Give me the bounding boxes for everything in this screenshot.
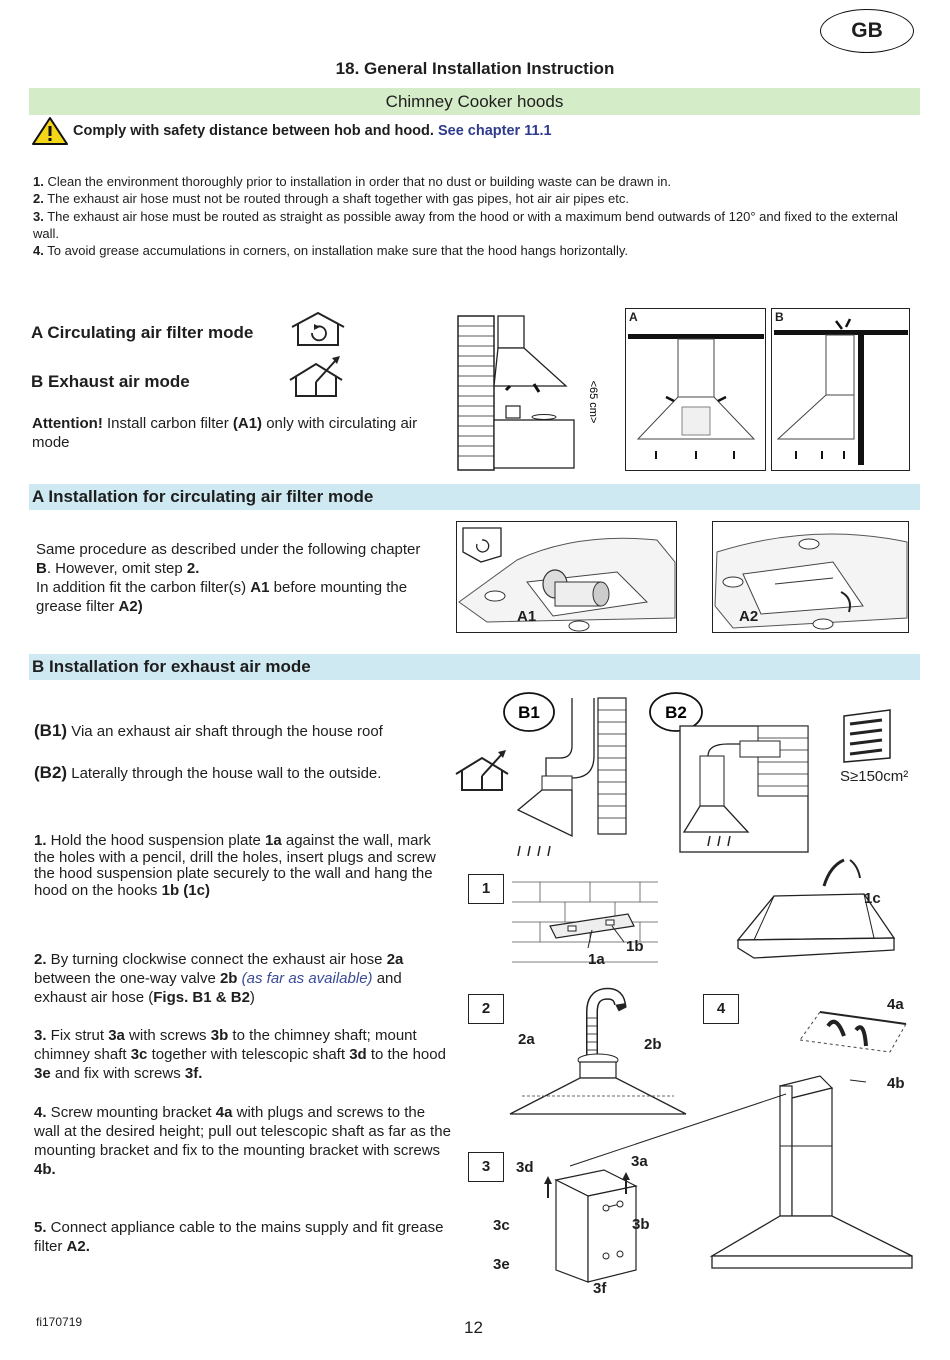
step-text-segment: 1a [265,832,282,849]
step-1-text [34,833,450,899]
step-text-segment: 1b (1c) [161,881,210,899]
step-text-segment: 2a [386,951,404,968]
step-text-segment: 3f. [184,1065,203,1082]
general-step-item [33,190,913,207]
step-text-segment: ) [249,989,255,1006]
page-title: 18. General Installation Instruction [335,59,615,78]
step-text-segment: Figs. B1 & B2 [153,989,250,1006]
vent-area-label: S≥150cm² [840,768,909,785]
section-b-heading: B Installation for exhaust air mode [29,654,920,680]
safety-warning [73,123,552,139]
general-step-text: Clean the environment thoroughly prior to installation in order that no dust or building waste can be drawn in. [43,174,672,189]
step-text-segment: 3a [108,1027,125,1044]
step-text-segment: Hold the hood suspension plate [46,832,266,849]
step-text-segment: to the hood [366,1046,446,1063]
step-text-segment: to the chimney shaft; mount chimney shaft [34,1027,417,1063]
document-code: fi170719 [36,1315,83,1329]
warning-text: Comply with safety distance between hob and hood. [73,123,434,139]
step-4-text [34,1103,454,1179]
general-step-item [33,208,913,243]
figure-1c-hood-hang [734,856,910,978]
step-text-segment: 1. [34,832,47,849]
step-text-segment: 4b. [34,1161,56,1178]
page-number: 12 [464,1318,483,1337]
step-text-segment: By turning clockwise connect the exhaust air hose [46,951,387,968]
step-5-text [34,1218,454,1256]
step-text-segment: 2. [34,951,47,968]
step-text-segment: Connect appliance cable to the mains supply and fit grease filter [34,1219,444,1255]
dimension-label: <65 cm> [587,380,599,424]
step-text-segment: 5. [34,1219,47,1236]
step-text-segment: (as far as available) [241,970,373,987]
warning-icon [31,116,69,146]
subtitle-band: Chimney Cooker hoods [29,88,920,115]
general-step-item [33,173,913,190]
step-figure-2-number: 2 [468,994,504,1024]
step-text-segment: 4. [34,1104,47,1121]
mode-a-label: A Circulating air filter mode [31,323,254,342]
general-step-text: To avoid grease accumulations in corners, on installation make sure that the hood hangs horizontally. [43,243,628,259]
exhaust-mode-icon [288,354,346,398]
section-a-text: Same procedure as described under the following chapter B. However, omit step 2. In addition fit the carbon filter(s) A1 before mounting the grease filter A2) [36,541,421,615]
figure-b1-roof-shaft [502,686,634,862]
step-text-segment: together with telescopic shaft [147,1046,350,1063]
figure-carbon-filter: A1 [456,521,677,633]
wall-vent-icon [842,708,892,764]
country-badge: GB [820,9,914,53]
step-text-segment: with screws [124,1027,211,1044]
step-text-segment: Screw mounting bracket [46,1104,216,1121]
figure-4-mounting-bracket [560,1006,920,1278]
kitchen-hood-figure [456,314,616,472]
b2-description: (B2) Laterally through the house wall to the outside. [34,763,382,782]
step-text-segment: 3b [210,1027,229,1044]
step-3-text [34,1026,454,1083]
step-text-segment: 4a [215,1104,233,1121]
step-text-segment: 3. [34,1027,47,1044]
general-step-text: The exhaust air hose must not be routed through a shaft together with gas pipes, hot air air pipes etc. [43,191,629,207]
step-text-segment: Fix strut [46,1027,109,1044]
figure-a-circulating: A [625,308,766,471]
general-step-item [33,242,913,259]
svg-text:B2: B2 [665,703,687,722]
step-text-segment: with plugs and screws to the wall at the desired height; pull out telescopic shaft as far as the mounting bracket and fix to the mounting bracket with screws [34,1104,451,1159]
step-text-segment: and exhaust air hose ( [34,970,402,1006]
attention-note: Attention! Install carbon filter (A1) only with circulating air mode [32,415,418,451]
figure-b-exhaust: B [771,308,910,471]
b1-description: (B1) Via an exhaust air shaft through the house roof [34,721,383,740]
general-step-number: 4. [33,243,44,259]
circulating-mode-icon [290,311,346,347]
step-figure-4-number: 4 [703,994,739,1024]
step-text-segment: 3c [130,1046,148,1063]
step-text-segment: against the wall, mark the holes with a pencil, drill the holes, insert plugs and screw the hood suspension plate securely to the wall and hang the hood on the hooks [34,832,436,899]
general-step-number: 2. [33,191,44,207]
figure-1-suspension-plate [510,866,660,974]
step-figure-1-number: 1 [468,874,504,904]
chapter-link[interactable]: See chapter 11.1 [437,123,552,139]
step-figure-3-number: 3 [468,1152,504,1182]
step-text-segment: 2b [219,970,238,987]
mode-b-label: B Exhaust air mode [31,372,190,391]
step-2-text [34,950,450,1007]
svg-text:B1: B1 [518,703,540,722]
step-text-segment: A2. [66,1238,90,1255]
figure-grease-filter: A2 [712,521,909,633]
step-text-segment: 3e [34,1065,51,1082]
general-step-number: 1. [33,174,44,189]
figure-b2-wall-exit [648,686,812,854]
general-steps-list [33,173,913,259]
step-text-segment: and fix with screws [50,1065,185,1082]
general-step-text: The exhaust air hose must be routed as straight as possible away from the hood or with a maximum bend outwards of 120° and fixed to the external wall. [33,208,898,241]
general-step-number: 3. [33,208,44,224]
section-a-heading: A Installation for circulating air filter mode [29,484,920,510]
step-text-segment: 3d [349,1046,367,1063]
step-text-segment: between the one-way valve [34,970,220,987]
